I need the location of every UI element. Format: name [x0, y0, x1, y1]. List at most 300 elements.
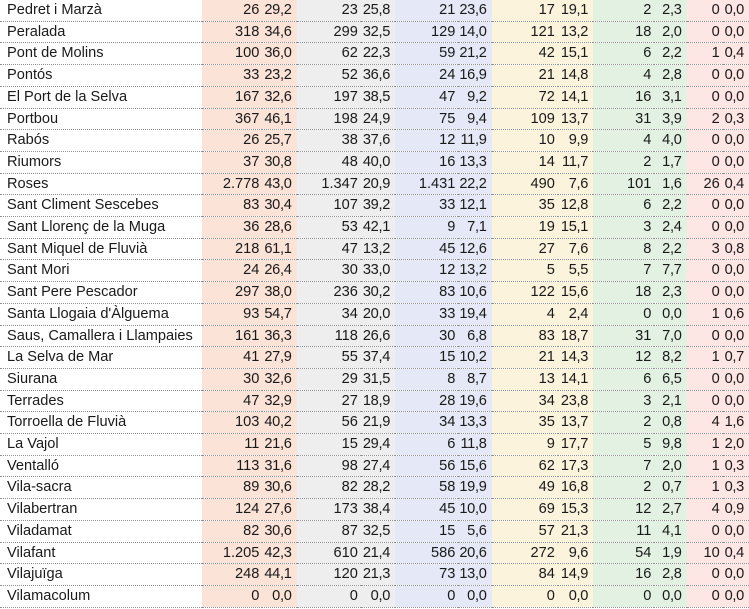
votes-cell: 62 — [492, 455, 558, 477]
percent-cell: 0,3 — [723, 455, 749, 477]
municipality-name: Pedret i Marzà — [0, 0, 202, 21]
table-row — [0, 108, 749, 130]
table-row — [0, 585, 749, 607]
percent-cell: 13,3 — [458, 151, 491, 173]
percent-cell: 7,1 — [458, 217, 491, 239]
percent-cell: 0,0 — [723, 368, 749, 390]
percent-cell: 18,7 — [558, 325, 593, 347]
municipality-name: Saus, Camallera i Llampaies — [0, 325, 202, 347]
votes-cell: 10 — [492, 130, 558, 152]
percent-cell: 13,2 — [458, 260, 491, 282]
percent-cell: 3,1 — [654, 86, 686, 108]
votes-cell: 31 — [593, 325, 654, 347]
percent-cell: 0,0 — [361, 585, 395, 607]
votes-cell: 4 — [593, 130, 654, 152]
votes-cell: 6 — [593, 195, 654, 217]
percent-cell: 25,7 — [262, 130, 296, 152]
percent-cell: 23,6 — [458, 0, 491, 21]
percent-cell: 26,4 — [262, 260, 296, 282]
votes-cell: 0 — [593, 303, 654, 325]
percent-cell: 9,6 — [558, 542, 593, 564]
votes-cell: 1 — [687, 455, 723, 477]
percent-cell: 13,7 — [558, 108, 593, 130]
percent-cell: 31,6 — [262, 455, 296, 477]
percent-cell: 0,0 — [654, 303, 686, 325]
votes-cell: 4 — [593, 65, 654, 87]
percent-cell: 32,6 — [262, 86, 296, 108]
percent-cell: 37,6 — [361, 130, 395, 152]
votes-cell: 41 — [202, 347, 262, 369]
percent-cell: 20,9 — [361, 173, 395, 195]
votes-cell: 0 — [687, 585, 723, 607]
percent-cell: 2,1 — [654, 390, 686, 412]
percent-cell: 0,9 — [723, 499, 749, 521]
table-row — [0, 412, 749, 434]
percent-cell: 13,2 — [558, 21, 593, 43]
municipality-name: Rabós — [0, 130, 202, 152]
votes-cell: 15 — [297, 434, 361, 456]
table-row — [0, 195, 749, 217]
votes-cell: 0 — [492, 585, 558, 607]
percent-cell: 2,0 — [654, 455, 686, 477]
municipality-name: Portbou — [0, 108, 202, 130]
percent-cell: 0,0 — [723, 195, 749, 217]
votes-cell: 28 — [395, 390, 458, 412]
votes-cell: 54 — [593, 542, 654, 564]
table-row — [0, 434, 749, 456]
percent-cell: 31,5 — [361, 368, 395, 390]
votes-cell: 69 — [492, 499, 558, 521]
votes-cell: 89 — [202, 477, 262, 499]
votes-cell: 4 — [492, 303, 558, 325]
votes-cell: 14 — [492, 151, 558, 173]
percent-cell: 2,4 — [558, 303, 593, 325]
percent-cell: 4,0 — [654, 130, 686, 152]
percent-cell: 0,0 — [723, 585, 749, 607]
percent-cell: 20,6 — [458, 542, 491, 564]
percent-cell: 0,8 — [723, 238, 749, 260]
municipality-name: Sant Llorenç de la Muga — [0, 217, 202, 239]
votes-cell: 38 — [297, 130, 361, 152]
votes-cell: 21 — [395, 0, 458, 21]
votes-cell: 1 — [687, 347, 723, 369]
votes-cell: 3 — [593, 390, 654, 412]
votes-cell: 109 — [492, 108, 558, 130]
votes-cell: 0 — [687, 86, 723, 108]
percent-cell: 54,7 — [262, 303, 296, 325]
votes-cell: 2 — [593, 412, 654, 434]
votes-cell: 4 — [687, 499, 723, 521]
percent-cell: 27,6 — [262, 499, 296, 521]
municipality-name: Vila-sacra — [0, 477, 202, 499]
municipality-name: Santa Llogaia d'Àlguema — [0, 303, 202, 325]
percent-cell: 14,3 — [558, 347, 593, 369]
votes-cell: 21 — [492, 347, 558, 369]
percent-cell: 14,1 — [558, 86, 593, 108]
votes-cell: 19 — [492, 217, 558, 239]
percent-cell: 2,4 — [654, 217, 686, 239]
percent-cell: 29,2 — [262, 0, 296, 21]
votes-cell: 33 — [395, 303, 458, 325]
municipality-name: Sant Climent Sescebes — [0, 195, 202, 217]
votes-cell: 0 — [687, 0, 723, 21]
table-row — [0, 173, 749, 195]
percent-cell: 38,4 — [361, 499, 395, 521]
percent-cell: 0,0 — [723, 217, 749, 239]
percent-cell: 16,9 — [458, 65, 491, 87]
municipality-name: El Port de la Selva — [0, 86, 202, 108]
votes-cell: 62 — [297, 43, 361, 65]
municipality-name: Vilabertran — [0, 499, 202, 521]
percent-cell: 0,0 — [723, 260, 749, 282]
votes-cell: 23 — [297, 0, 361, 21]
votes-cell: 173 — [297, 499, 361, 521]
votes-cell: 93 — [202, 303, 262, 325]
table-row — [0, 217, 749, 239]
votes-cell: 47 — [395, 86, 458, 108]
percent-cell: 0,0 — [723, 0, 749, 21]
table-row — [0, 325, 749, 347]
votes-cell: 6 — [395, 434, 458, 456]
percent-cell: 30,6 — [262, 477, 296, 499]
percent-cell: 13,3 — [458, 412, 491, 434]
percent-cell: 15,3 — [558, 499, 593, 521]
percent-cell: 1,9 — [654, 542, 686, 564]
votes-cell: 18 — [593, 21, 654, 43]
percent-cell: 22,3 — [361, 43, 395, 65]
votes-cell: 84 — [492, 564, 558, 586]
votes-cell: 118 — [297, 325, 361, 347]
percent-cell: 10,2 — [458, 347, 491, 369]
percent-cell: 0,7 — [654, 477, 686, 499]
percent-cell: 8,2 — [654, 347, 686, 369]
percent-cell: 32,5 — [361, 520, 395, 542]
votes-cell: 13 — [492, 368, 558, 390]
percent-cell: 0,4 — [723, 173, 749, 195]
votes-cell: 0 — [687, 390, 723, 412]
percent-cell: 0,0 — [723, 520, 749, 542]
percent-cell: 1,7 — [654, 151, 686, 173]
votes-cell: 0 — [687, 130, 723, 152]
votes-cell: 107 — [297, 195, 361, 217]
votes-cell: 27 — [297, 390, 361, 412]
votes-cell: 12 — [395, 130, 458, 152]
votes-cell: 1.431 — [395, 173, 458, 195]
percent-cell: 38,5 — [361, 86, 395, 108]
votes-cell: 2 — [687, 108, 723, 130]
table-row — [0, 238, 749, 260]
votes-cell: 9 — [492, 434, 558, 456]
municipality-name: Vilamacolum — [0, 585, 202, 607]
votes-cell: 30 — [202, 368, 262, 390]
votes-cell: 6 — [593, 43, 654, 65]
table-row — [0, 282, 749, 304]
percent-cell: 9,9 — [558, 130, 593, 152]
votes-cell: 73 — [395, 564, 458, 586]
votes-cell: 12 — [593, 499, 654, 521]
percent-cell: 40,2 — [262, 412, 296, 434]
percent-cell: 32,6 — [262, 368, 296, 390]
percent-cell: 0,4 — [723, 43, 749, 65]
votes-cell: 248 — [202, 564, 262, 586]
table-row — [0, 151, 749, 173]
votes-cell: 2 — [593, 151, 654, 173]
municipality-name: Ventalló — [0, 455, 202, 477]
votes-cell: 56 — [395, 455, 458, 477]
municipality-name: Pontós — [0, 65, 202, 87]
votes-cell: 24 — [202, 260, 262, 282]
votes-cell: 82 — [297, 477, 361, 499]
percent-cell: 3,9 — [654, 108, 686, 130]
votes-cell: 49 — [492, 477, 558, 499]
percent-cell: 46,1 — [262, 108, 296, 130]
percent-cell: 19,6 — [458, 390, 491, 412]
percent-cell: 28,6 — [262, 217, 296, 239]
percent-cell: 61,1 — [262, 238, 296, 260]
votes-cell: 167 — [202, 86, 262, 108]
votes-cell: 36 — [202, 217, 262, 239]
percent-cell: 15,6 — [458, 455, 491, 477]
votes-cell: 103 — [202, 412, 262, 434]
votes-cell: 35 — [492, 412, 558, 434]
votes-cell: 8 — [395, 368, 458, 390]
votes-cell: 5 — [492, 260, 558, 282]
percent-cell: 42,3 — [262, 542, 296, 564]
municipality-name: Peralada — [0, 21, 202, 43]
percent-cell: 23,8 — [558, 390, 593, 412]
percent-cell: 40,0 — [361, 151, 395, 173]
percent-cell: 12,1 — [458, 195, 491, 217]
votes-cell: 55 — [297, 347, 361, 369]
table-row — [0, 368, 749, 390]
percent-cell: 0,3 — [723, 108, 749, 130]
votes-cell: 1.347 — [297, 173, 361, 195]
votes-cell: 1 — [687, 477, 723, 499]
percent-cell: 0,7 — [723, 347, 749, 369]
votes-cell: 0 — [687, 217, 723, 239]
votes-cell: 218 — [202, 238, 262, 260]
table-row — [0, 260, 749, 282]
percent-cell: 0,0 — [558, 585, 593, 607]
votes-cell: 34 — [395, 412, 458, 434]
votes-cell: 1 — [687, 434, 723, 456]
votes-cell: 0 — [687, 151, 723, 173]
percent-cell: 0,0 — [723, 65, 749, 87]
municipality-name: Torroella de Fluvià — [0, 412, 202, 434]
votes-cell: 3 — [593, 217, 654, 239]
votes-cell: 11 — [202, 434, 262, 456]
votes-cell: 124 — [202, 499, 262, 521]
percent-cell: 18,9 — [361, 390, 395, 412]
votes-cell: 0 — [297, 585, 361, 607]
votes-cell: 26 — [202, 130, 262, 152]
votes-cell: 101 — [593, 173, 654, 195]
municipality-name: Siurana — [0, 368, 202, 390]
table-row — [0, 130, 749, 152]
municipality-name: Sant Pere Pescador — [0, 282, 202, 304]
votes-cell: 45 — [395, 238, 458, 260]
percent-cell: 26,6 — [361, 325, 395, 347]
percent-cell: 11,7 — [558, 151, 593, 173]
percent-cell: 36,0 — [262, 43, 296, 65]
percent-cell: 0,8 — [654, 412, 686, 434]
percent-cell: 5,5 — [558, 260, 593, 282]
percent-cell: 0,0 — [262, 585, 296, 607]
table-row — [0, 43, 749, 65]
percent-cell: 20,0 — [361, 303, 395, 325]
votes-cell: 0 — [687, 564, 723, 586]
votes-cell: 1 — [687, 43, 723, 65]
votes-cell: 83 — [492, 325, 558, 347]
votes-cell: 26 — [202, 0, 262, 21]
percent-cell: 2,0 — [654, 21, 686, 43]
votes-cell: 2.778 — [202, 173, 262, 195]
percent-cell: 37,4 — [361, 347, 395, 369]
municipality-name: Viladamat — [0, 520, 202, 542]
votes-cell: 7 — [593, 455, 654, 477]
votes-cell: 15 — [395, 347, 458, 369]
percent-cell: 33,0 — [361, 260, 395, 282]
table-row — [0, 455, 749, 477]
percent-cell: 0,0 — [723, 151, 749, 173]
percent-cell: 29,4 — [361, 434, 395, 456]
percent-cell: 0,0 — [723, 325, 749, 347]
votes-cell: 45 — [395, 499, 458, 521]
votes-cell: 42 — [492, 43, 558, 65]
votes-cell: 0 — [687, 282, 723, 304]
percent-cell: 2,8 — [654, 65, 686, 87]
percent-cell: 21,4 — [361, 542, 395, 564]
percent-cell: 17,7 — [558, 434, 593, 456]
percent-cell: 11,8 — [458, 434, 491, 456]
municipality-name: Pont de Molins — [0, 43, 202, 65]
votes-cell: 17 — [492, 0, 558, 21]
votes-cell: 586 — [395, 542, 458, 564]
votes-cell: 0 — [202, 585, 262, 607]
percent-cell: 34,6 — [262, 21, 296, 43]
percent-cell: 30,4 — [262, 195, 296, 217]
table-row — [0, 347, 749, 369]
percent-cell: 27,4 — [361, 455, 395, 477]
percent-cell: 9,4 — [458, 108, 491, 130]
percent-cell: 2,0 — [723, 434, 749, 456]
votes-cell: 5 — [593, 434, 654, 456]
municipality-name: Sant Mori — [0, 260, 202, 282]
percent-cell: 27,9 — [262, 347, 296, 369]
votes-cell: 7 — [593, 260, 654, 282]
votes-cell: 272 — [492, 542, 558, 564]
votes-cell: 30 — [395, 325, 458, 347]
percent-cell: 42,1 — [361, 217, 395, 239]
votes-cell: 8 — [593, 238, 654, 260]
percent-cell: 22,2 — [458, 173, 491, 195]
percent-cell: 2,2 — [654, 238, 686, 260]
percent-cell: 38,0 — [262, 282, 296, 304]
percent-cell: 0,0 — [723, 21, 749, 43]
percent-cell: 14,9 — [558, 564, 593, 586]
votes-cell: 1 — [687, 303, 723, 325]
percent-cell: 10,0 — [458, 499, 491, 521]
percent-cell: 7,6 — [558, 238, 593, 260]
votes-cell: 2 — [593, 0, 654, 21]
table-row — [0, 86, 749, 108]
votes-cell: 12 — [593, 347, 654, 369]
percent-cell: 7,6 — [558, 173, 593, 195]
percent-cell: 44,1 — [262, 564, 296, 586]
percent-cell: 0,0 — [723, 86, 749, 108]
votes-cell: 37 — [202, 151, 262, 173]
percent-cell: 0,6 — [723, 303, 749, 325]
percent-cell: 2,8 — [654, 564, 686, 586]
percent-cell: 21,3 — [361, 564, 395, 586]
votes-cell: 11 — [593, 520, 654, 542]
municipality-name: La Selva de Mar — [0, 347, 202, 369]
votes-cell: 16 — [593, 86, 654, 108]
percent-cell: 1,6 — [654, 173, 686, 195]
municipality-name: Terrades — [0, 390, 202, 412]
table-row — [0, 303, 749, 325]
votes-cell: 0 — [687, 325, 723, 347]
percent-cell: 15,6 — [558, 282, 593, 304]
municipality-name: Riumors — [0, 151, 202, 173]
municipality-name: Vilajuïga — [0, 564, 202, 586]
votes-cell: 34 — [297, 303, 361, 325]
percent-cell: 2,3 — [654, 282, 686, 304]
percent-cell: 32,5 — [361, 21, 395, 43]
votes-cell: 24 — [395, 65, 458, 87]
percent-cell: 13,7 — [558, 412, 593, 434]
percent-cell: 9,2 — [458, 86, 491, 108]
percent-cell: 13,2 — [361, 238, 395, 260]
percent-cell: 43,0 — [262, 173, 296, 195]
percent-cell: 14,8 — [558, 65, 593, 87]
votes-cell: 610 — [297, 542, 361, 564]
table-row — [0, 520, 749, 542]
percent-cell: 2,2 — [654, 43, 686, 65]
percent-cell: 2,3 — [654, 0, 686, 21]
table-row — [0, 477, 749, 499]
percent-cell: 17,3 — [558, 455, 593, 477]
votes-cell: 0 — [395, 585, 458, 607]
votes-cell: 29 — [297, 368, 361, 390]
municipality-name: Sant Miquel de Fluvià — [0, 238, 202, 260]
percent-cell: 10,6 — [458, 282, 491, 304]
votes-cell: 367 — [202, 108, 262, 130]
votes-cell: 87 — [297, 520, 361, 542]
votes-cell: 30 — [297, 260, 361, 282]
votes-cell: 3 — [687, 238, 723, 260]
table-row — [0, 0, 749, 21]
percent-cell: 25,8 — [361, 0, 395, 21]
table-row — [0, 21, 749, 43]
percent-cell: 14,1 — [558, 368, 593, 390]
percent-cell: 30,8 — [262, 151, 296, 173]
votes-cell: 0 — [687, 260, 723, 282]
percent-cell: 9,8 — [654, 434, 686, 456]
percent-cell: 24,9 — [361, 108, 395, 130]
percent-cell: 32,9 — [262, 390, 296, 412]
percent-cell: 13,0 — [458, 564, 491, 586]
percent-cell: 16,8 — [558, 477, 593, 499]
votes-cell: 0 — [593, 585, 654, 607]
percent-cell: 15,1 — [558, 217, 593, 239]
percent-cell: 23,2 — [262, 65, 296, 87]
votes-cell: 6 — [593, 368, 654, 390]
votes-cell: 34 — [492, 390, 558, 412]
table-row — [0, 564, 749, 586]
votes-cell: 72 — [492, 86, 558, 108]
percent-cell: 0,0 — [723, 564, 749, 586]
